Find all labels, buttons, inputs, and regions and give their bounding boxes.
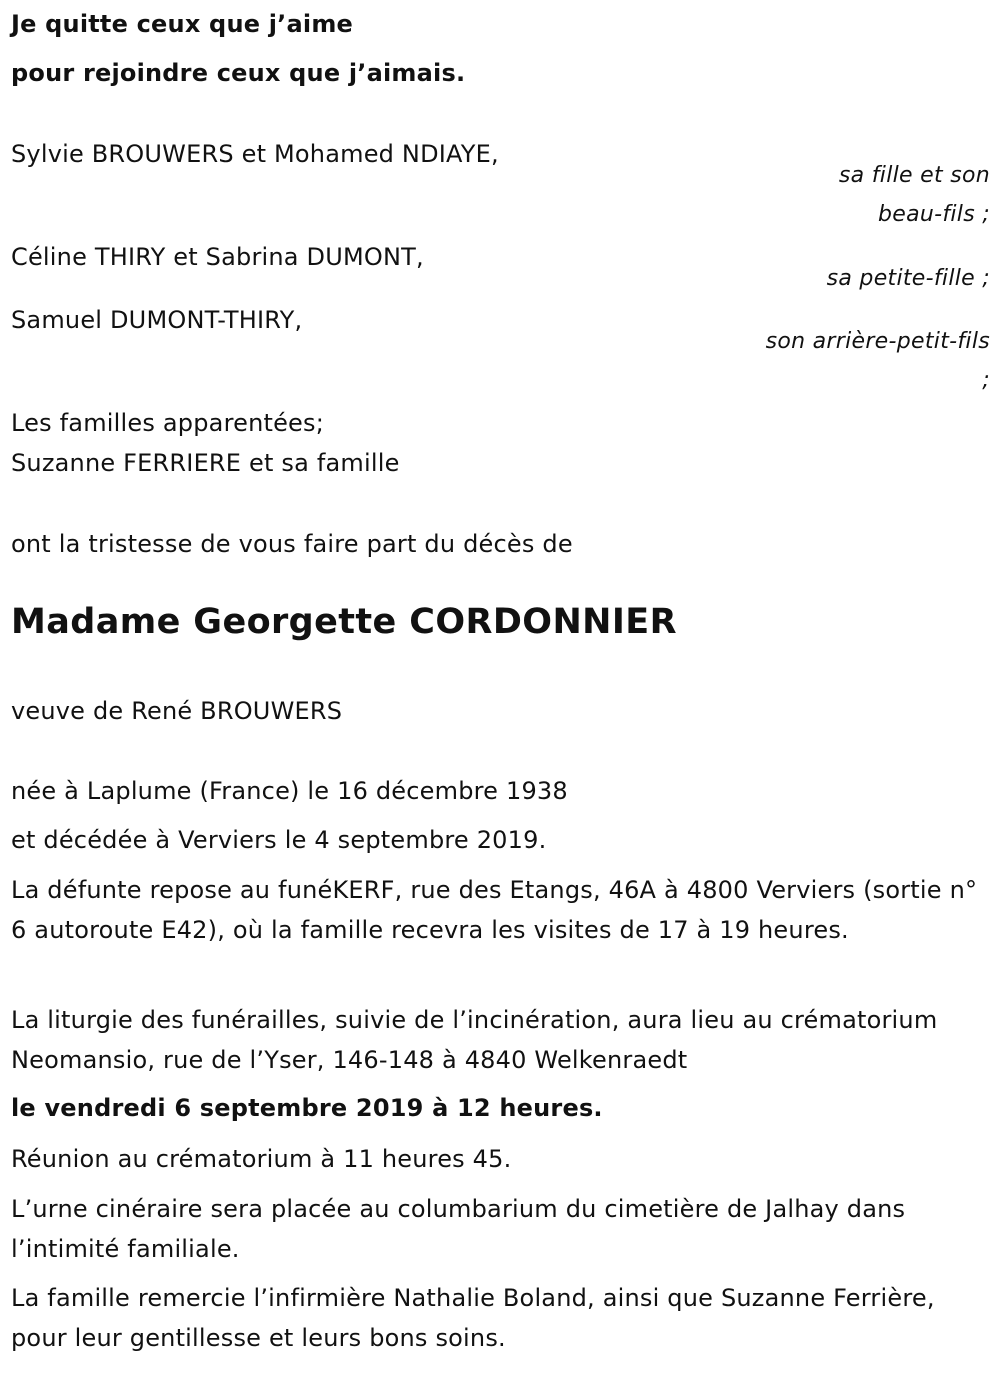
deceased-name: Madame Georgette CORDONNIER	[11, 602, 677, 642]
death-info: et décédée à Verviers le 4 septembre 2019.	[11, 826, 547, 854]
family-names-1: Sylvie BROUWERS et Mohamed NDIAYE,	[11, 140, 499, 168]
liturgy-paragraph: La liturgie des funérailles, suivie de l’incinération, aura lieu au crématorium Neomansio, rue de l’Yser, 146-148 à 4840 Welkenraedt	[11, 1006, 938, 1074]
announcement: ont la tristesse de vous faire part du décès de	[11, 530, 573, 558]
extended-family-line-2: Suzanne FERRIERE et sa famille	[11, 449, 400, 477]
widow-of: veuve de René BROUWERS	[11, 697, 343, 725]
family-names-3: Samuel DUMONT-THIRY,	[11, 306, 303, 334]
family-relation-2a: sa petite-fille ;	[826, 266, 990, 291]
quote-line-2: pour rejoindre ceux que j’aimais.	[11, 59, 466, 87]
family-names-2: Céline THIRY et Sabrina DUMONT,	[11, 243, 424, 271]
meeting-info: Réunion au crématorium à 11 heures 45.	[11, 1145, 512, 1173]
thanks-paragraph: La famille remercie l’infirmière Nathalie Boland, ainsi que Suzanne Ferrière, pour leur gentillesse et leurs bons soins.	[11, 1284, 935, 1352]
birth-info: née à Laplume (France) le 16 décembre 1938	[11, 777, 568, 805]
quote-line-1: Je quitte ceux que j’aime	[11, 10, 354, 38]
family-relation-3b: ;	[982, 368, 990, 393]
repose-paragraph: La défunte repose au funéKERF, rue des Etangs, 46A à 4800 Verviers (sortie n° 6 autoroute E42), où la famille recevra les visites de 17 à 19 heures.	[11, 876, 978, 944]
family-relation-1b: beau-fils ;	[877, 202, 990, 227]
urn-paragraph: L’urne cinéraire sera placée au columbarium du cimetière de Jalhay dans l’intimité familiale.	[11, 1195, 906, 1263]
funeral-date: le vendredi 6 septembre 2019 à 12 heures.	[11, 1094, 603, 1122]
family-relation-1a: sa fille et son	[838, 163, 990, 188]
extended-family-line-1: Les familles apparentées;	[11, 409, 325, 437]
family-relation-3a: son arrière-petit-fils	[765, 329, 990, 354]
